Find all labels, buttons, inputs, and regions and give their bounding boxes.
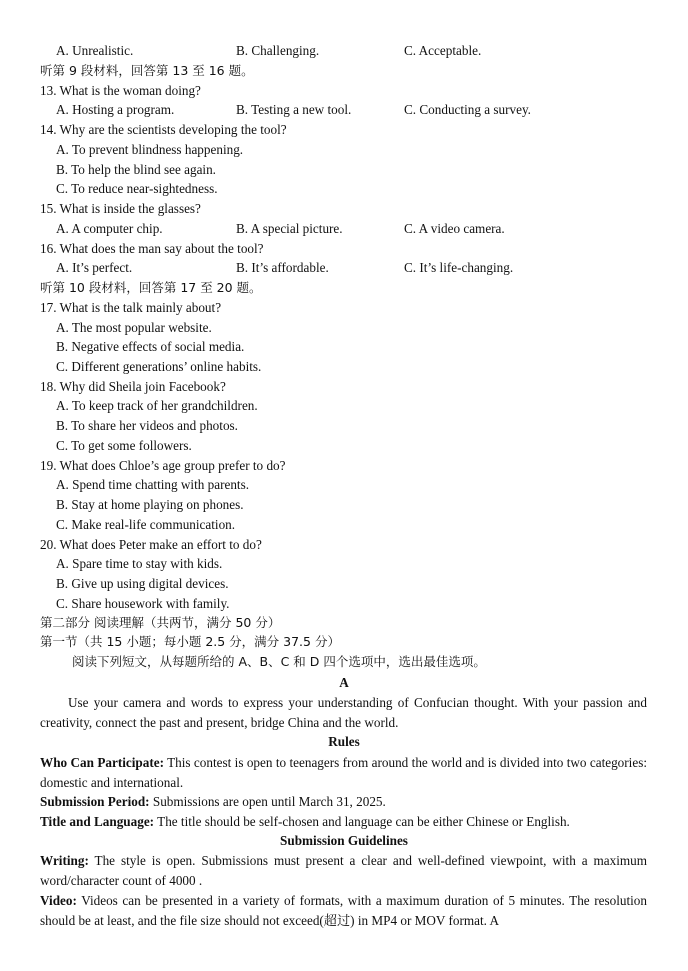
- option-a: A. To keep track of her grandchildren.: [56, 398, 258, 413]
- guideline-text: Videos can be presented in a variety of formats, with a maximum duration of 5 minutes. The resolution should be at least, and the file size should not exceed(超过) in MP4 or MOV format. A: [40, 893, 647, 928]
- option-b: B. Testing a new tool.: [236, 102, 352, 117]
- option-a: A. To prevent blindness happening.: [56, 142, 244, 157]
- question-19-stem: 19. What does Chloe’s age group prefer to do?: [40, 458, 286, 473]
- question-16-stem: 16. What does the man say about the tool?: [40, 241, 264, 256]
- rule-label: Title and Language:: [40, 814, 155, 829]
- option-a: A. Spare time to stay with kids.: [56, 556, 223, 571]
- rule-text: Submissions are open until March 31, 2025.: [149, 794, 386, 809]
- question-20-stem: 20. What does Peter make an effort to do?: [40, 537, 262, 552]
- question-14-stem: 14. Why are the scientists developing the tool?: [40, 122, 287, 137]
- question-17-stem: 17. What is the talk mainly about?: [40, 300, 222, 315]
- guidelines-heading: Submission Guidelines: [280, 833, 408, 848]
- rule-who-can-participate: [40, 753, 647, 793]
- option-b: B. To share her videos and photos.: [56, 418, 238, 433]
- option-c: C. A video camera.: [404, 221, 505, 236]
- section-9-instruction: 听第 9 段材料，回答第 13 至 16 题。: [40, 63, 254, 78]
- option-a: A. A computer chip.: [56, 221, 163, 236]
- passage-letter: A: [339, 675, 349, 690]
- q13-options: [0, 102, 688, 118]
- guideline-video: [40, 891, 647, 931]
- option-b: B. Challenging.: [236, 43, 320, 58]
- option-b: B. Stay at home playing on phones.: [56, 497, 244, 512]
- q15-options: [0, 221, 688, 237]
- part-2-section-1: 第一节（共 15 小题；每小题 2.5 分，满分 37.5 分）: [40, 634, 340, 649]
- option-c: C. To get some followers.: [56, 438, 192, 453]
- option-c: C. Make real-life communication.: [56, 517, 236, 532]
- option-a: A. The most popular website.: [56, 320, 212, 335]
- q16-options: [0, 260, 688, 276]
- option-b: B. A special picture.: [236, 221, 343, 236]
- rule-text: This contest is open to teenagers from around the world and is divided into two categories: domestic and international.: [40, 755, 647, 790]
- option-c: C. Share housework with family.: [56, 596, 230, 611]
- rule-submission-period: [40, 792, 647, 812]
- option-c: C. Acceptable.: [404, 43, 482, 58]
- option-b: B. Negative effects of social media.: [56, 339, 245, 354]
- option-b: B. Give up using digital devices.: [56, 576, 229, 591]
- option-c: C. It’s life-changing.: [404, 260, 514, 275]
- option-b: B. To help the blind see again.: [56, 162, 216, 177]
- option-a: A. Unrealistic.: [56, 43, 134, 58]
- rule-label: Submission Period:: [40, 794, 150, 809]
- part-2-title: 第二部分 阅读理解（共两节，满分 50 分）: [40, 615, 281, 630]
- option-a: A. Hosting a program.: [56, 102, 175, 117]
- question-13-stem: 13. What is the woman doing?: [40, 83, 201, 98]
- option-a: A. Spend time chatting with parents.: [56, 477, 250, 492]
- passage-intro: Use your camera and words to express your understanding of Confucian thought. With your passion and creativity, connect the past and present, bridge China and the world.: [40, 695, 647, 730]
- guideline-label: Video:: [40, 893, 77, 908]
- question-15-stem: 15. What is inside the glasses?: [40, 201, 201, 216]
- reading-instruction: 阅读下列短文，从每题所给的 A、B、C 和 D 四个选项中，选出最佳选项。: [72, 654, 486, 669]
- guideline-label: Writing:: [40, 853, 89, 868]
- guideline-text: The style is open. Submissions must present a clear and well-defined viewpoint, with a maximum word/character count of 4000 .: [40, 853, 647, 888]
- rules-heading: Rules: [328, 734, 360, 749]
- option-a: A. It’s perfect.: [56, 260, 133, 275]
- question-18-stem: 18. Why did Sheila join Facebook?: [40, 379, 226, 394]
- option-b: B. It’s affordable.: [236, 260, 329, 275]
- option-c: C. Conducting a survey.: [404, 102, 531, 117]
- q12-options: [0, 43, 688, 59]
- option-c: C. To reduce near-sightedness.: [56, 181, 218, 196]
- option-c: C. Different generations’ online habits.: [56, 359, 262, 374]
- section-10-instruction: 听第 10 段材料，回答第 17 至 20 题。: [40, 280, 262, 295]
- rule-text: The title should be self-chosen and language can be either Chinese or English.: [154, 814, 570, 829]
- rule-label: Who Can Participate:: [40, 755, 164, 770]
- rule-title-and-language: [40, 812, 647, 832]
- guideline-writing: [40, 851, 647, 891]
